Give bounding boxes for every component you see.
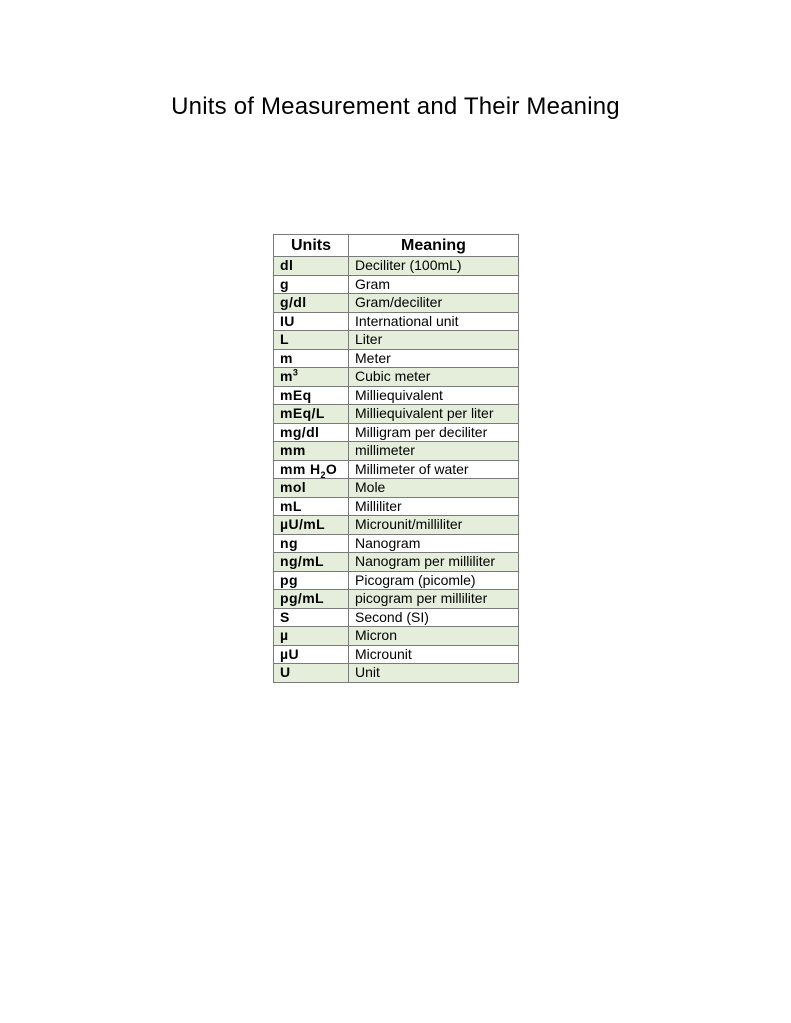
table-header-row <box>274 235 519 257</box>
meaning-cell: Mole <box>349 479 519 498</box>
unit-symbol: pg/mL <box>280 590 324 607</box>
column-header-units: Units <box>274 235 349 257</box>
meaning-cell: International unit <box>349 312 519 331</box>
meaning-cell: Gram/deciliter <box>349 294 519 313</box>
unit-symbol: g/dl <box>280 294 307 311</box>
unit-symbol: m <box>280 368 293 385</box>
unit-symbol: pg <box>280 571 298 588</box>
unit-symbol: µ <box>280 627 289 644</box>
unit-symbol: mEq/L <box>280 405 325 422</box>
table-row <box>274 331 519 350</box>
unit-cell <box>274 571 349 590</box>
unit-cell <box>274 257 349 276</box>
table-row <box>274 460 519 479</box>
unit-symbol: mol <box>280 479 307 496</box>
meaning-cell: Millimeter of water <box>349 460 519 479</box>
unit-superscript: 3 <box>292 367 299 378</box>
table-row <box>274 405 519 424</box>
meaning-cell: Unit <box>349 664 519 683</box>
table-row <box>274 516 519 535</box>
table-row <box>274 479 519 498</box>
table-row <box>274 257 519 276</box>
unit-cell <box>274 608 349 627</box>
unit-symbol: µU/mL <box>280 516 326 533</box>
meaning-cell: Liter <box>349 331 519 350</box>
table-row <box>274 386 519 405</box>
unit-symbol: mg/dl <box>280 423 320 440</box>
unit-symbol: IU <box>280 312 295 329</box>
unit-symbol: mEq <box>280 386 312 403</box>
table-row <box>274 497 519 516</box>
unit-symbol: ng/mL <box>280 553 324 570</box>
table-row <box>274 312 519 331</box>
meaning-cell: Microunit/milliliter <box>349 516 519 535</box>
meaning-cell: Deciliter (100mL) <box>349 257 519 276</box>
unit-symbol: µU <box>280 645 299 662</box>
unit-symbol: dl <box>280 257 294 274</box>
table-row <box>274 608 519 627</box>
unit-symbol: ng <box>280 534 298 551</box>
table-row <box>274 645 519 664</box>
table-row <box>274 275 519 294</box>
unit-cell <box>274 479 349 498</box>
unit-cell <box>274 275 349 294</box>
unit-symbol: L <box>280 331 289 348</box>
unit-cell <box>274 553 349 572</box>
column-header-meaning: Meaning <box>349 235 519 257</box>
unit-subscript: 2 <box>320 469 326 479</box>
unit-cell <box>274 368 349 387</box>
table-row <box>274 442 519 461</box>
table-row <box>274 534 519 553</box>
unit-cell <box>274 312 349 331</box>
unit-cell <box>274 497 349 516</box>
unit-cell <box>274 516 349 535</box>
meaning-cell: millimeter <box>349 442 519 461</box>
meaning-cell: Picogram (picomle) <box>349 571 519 590</box>
unit-symbol: m <box>280 349 293 366</box>
meaning-cell: Milliliter <box>349 497 519 516</box>
unit-symbol: mm <box>280 442 306 459</box>
unit-cell <box>274 294 349 313</box>
unit-symbol: mL <box>280 497 302 514</box>
unit-cell <box>274 627 349 646</box>
unit-symbol: mm H <box>280 460 321 477</box>
table-row <box>274 349 519 368</box>
meaning-cell: Gram <box>349 275 519 294</box>
unit-cell <box>274 331 349 350</box>
unit-cell <box>274 590 349 609</box>
meaning-cell: Microunit <box>349 645 519 664</box>
units-table <box>273 234 519 683</box>
table-body <box>274 257 519 683</box>
unit-cell <box>274 423 349 442</box>
unit-symbol: U <box>280 664 291 681</box>
meaning-cell: Cubic meter <box>349 368 519 387</box>
meaning-cell: Milliequivalent <box>349 386 519 405</box>
unit-cell <box>274 664 349 683</box>
meaning-cell: Milliequivalent per liter <box>349 405 519 424</box>
page-title: Units of Measurement and Their Meaning <box>171 93 620 120</box>
unit-cell <box>274 405 349 424</box>
meaning-cell: Nanogram <box>349 534 519 553</box>
unit-cell <box>274 645 349 664</box>
unit-cell <box>274 349 349 368</box>
unit-cell <box>274 460 349 479</box>
table-row <box>274 571 519 590</box>
table-row <box>274 553 519 572</box>
table-row <box>274 664 519 683</box>
meaning-cell: picogram per milliliter <box>349 590 519 609</box>
table-row <box>274 368 519 387</box>
unit-symbol: S <box>280 608 290 625</box>
table-row <box>274 423 519 442</box>
meaning-cell: Meter <box>349 349 519 368</box>
meaning-cell: Second (SI) <box>349 608 519 627</box>
table-row <box>274 590 519 609</box>
unit-cell <box>274 534 349 553</box>
unit-symbol: g <box>280 275 289 292</box>
meaning-cell: Micron <box>349 627 519 646</box>
meaning-cell: Milligram per deciliter <box>349 423 519 442</box>
unit-symbol-tail: O <box>325 460 338 477</box>
meaning-cell: Nanogram per milliliter <box>349 553 519 572</box>
unit-cell <box>274 442 349 461</box>
table-row <box>274 627 519 646</box>
table-row <box>274 294 519 313</box>
unit-cell <box>274 386 349 405</box>
